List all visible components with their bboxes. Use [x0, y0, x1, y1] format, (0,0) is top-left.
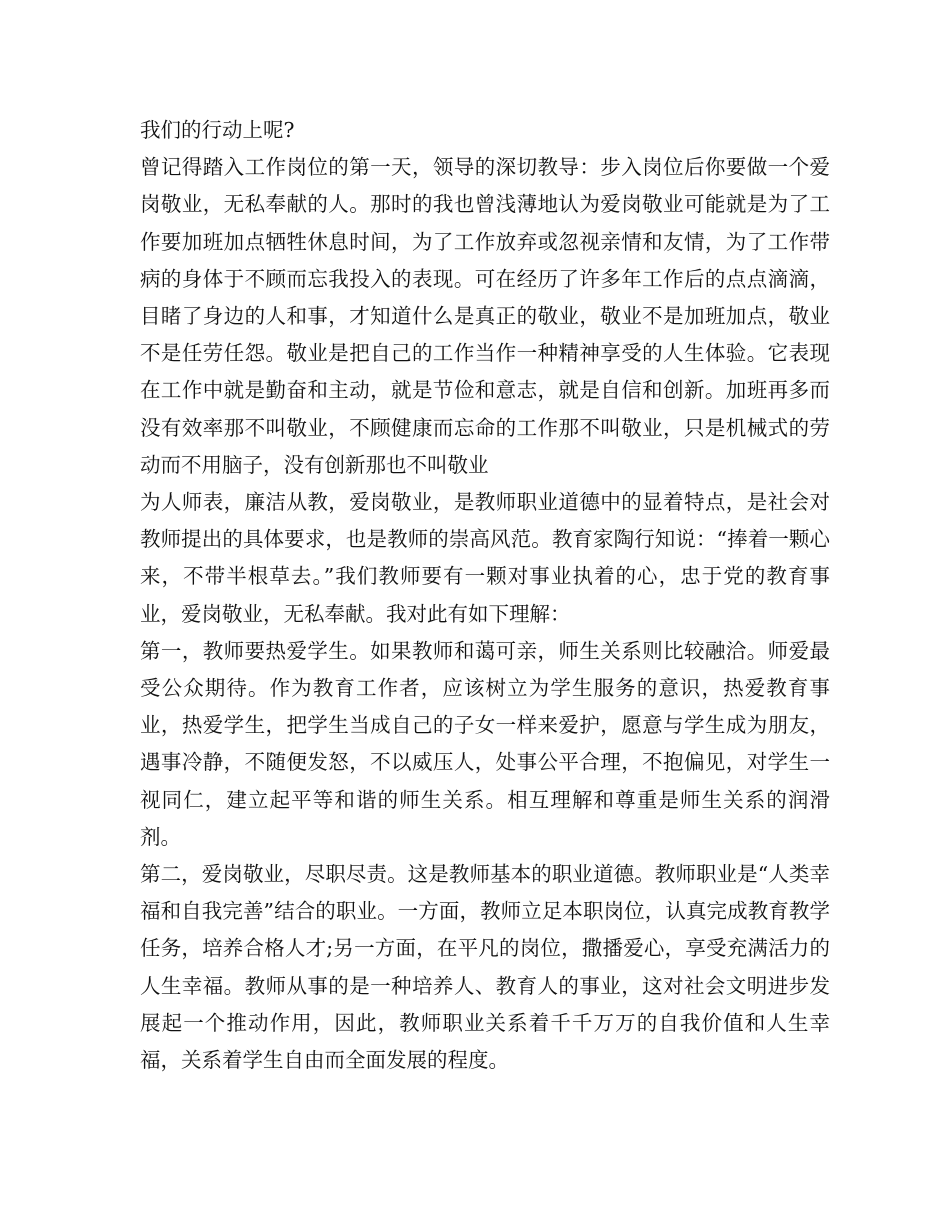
paragraph-intro-question: 我们的行动上呢? — [140, 118, 295, 142]
document-body — [140, 112, 830, 1079]
paragraph-point-one: 第一，教师要热爱学生。如果教师和蔼可亲，师生关系则比较融洽。师爱最受公众期待。作为教育工作者，应该树立为学生服务的意识，热爱教育事业，热爱学生，把学生当成自己的子女一样来爱护，愿意与学生成为朋友，遇事冷静，不随便发怒，不以威压人，处事公平合理，不抱偏见，对学生一视同仁，建立起平等和谐的师生关系。相互理解和尊重是师生关系的润滑剂。 — [140, 638, 830, 849]
paragraph-teacher-ethics: 为人师表，廉洁从教，爱岗敬业，是教师职业道德中的显着特点，是社会对教师提出的具体要求，也是教师的崇高风范。教育家陶行知说：“捧着一颗心来，不带半根草去。”我们教师要有一颗对事业执着的心，忠于党的教育事业，爱岗敬业，无私奉献。我对此有如下理解： — [140, 490, 830, 626]
paragraph-point-two: 第二，爱岗敬业，尽职尽责。这是教师基本的职业道德。教师职业是“人类幸福和自我完善”结合的职业。一方面，教师立足本职岗位，认真完成教育教学任务，培养合格人才;另一方面，在平凡的岗位，撒播爱心，享受充满活力的人生幸福。教师从事的是一种培养人、教育人的事业，这对社会文明进步发展起一个推动作用，因此，教师职业关系着千千万万的自我价值和人生幸福，关系着学生自由而全面发展的程度。 — [140, 862, 830, 1073]
paragraph-dedication-reflection: 曾记得踏入工作岗位的第一天，领导的深切教导：步入岗位后你要做一个爱岗敬业，无私奉献的人。那时的我也曾浅薄地认为爱岗敬业可能就是为了工作要加班加点牺牲休息时间，为了工作放弃或忽视亲情和友情，为了工作带病的身体于不顾而忘我投入的表现。可在经历了许多年工作后的点点滴滴，目睹了身边的人和事，才知道什么是真正的敬业，敬业不是加班加点，敬业不是任劳任怨。敬业是把自己的工作当作一种精神享受的人生体验。它表现在工作中就是勤奋和主动，就是节俭和意志，就是自信和创新。加班再多而没有效率那不叫敬业，不顾健康而忘命的工作那不叫敬业，只是机械式的劳动而不用脑子，没有创新那也不叫敬业 — [140, 155, 830, 477]
